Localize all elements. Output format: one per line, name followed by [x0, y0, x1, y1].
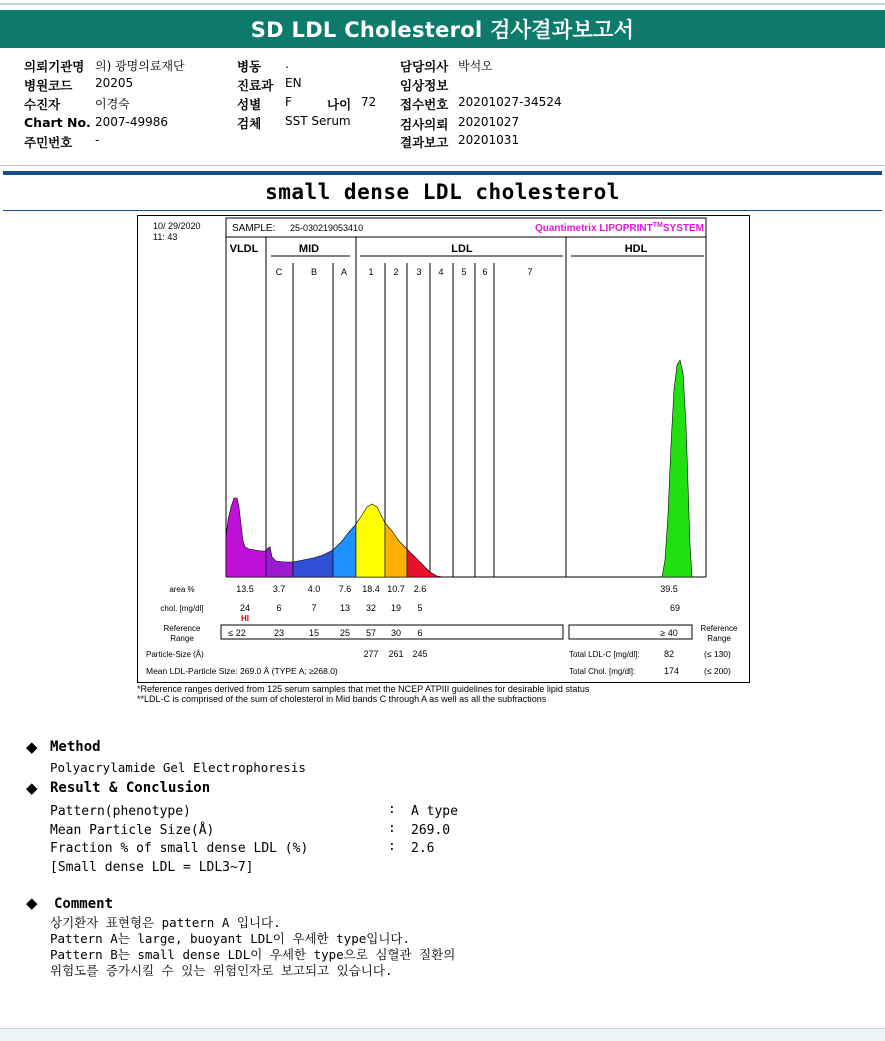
receipt-no-label: 접수번호	[400, 97, 449, 112]
ldl-sub-5: 5	[461, 267, 467, 277]
chol-hdl: 69	[669, 603, 681, 613]
diamond-bullet-icon: ◆	[26, 894, 38, 912]
ref-ldl-3: 6	[417, 628, 423, 638]
chol-ldl-2: 19	[390, 603, 402, 613]
age-label: 나이	[327, 97, 352, 112]
chol-mid-b: 7	[311, 603, 317, 613]
chol-hi-flag: HI	[241, 614, 249, 623]
ldl-sub-3: 3	[416, 267, 422, 277]
mid-sub-a: A	[340, 267, 348, 277]
ref-label-line1: Reference	[163, 624, 201, 633]
resident-no-label: 주민번호	[24, 135, 73, 150]
band-mid: MID	[298, 243, 320, 255]
clinical-info-label: 임상정보	[400, 78, 449, 93]
chart-time: 11: 43	[153, 232, 178, 242]
result-size-sep: :	[388, 821, 396, 836]
method-heading: Method	[50, 739, 101, 755]
mid-sub-c: C	[275, 267, 283, 277]
doctor-label: 담당의사	[400, 59, 449, 74]
area-label: area %	[169, 585, 195, 594]
institution-value: 의) 광명의료재단	[95, 59, 185, 73]
lipoprint-svg	[137, 215, 750, 683]
total-ldl-value: 82	[664, 649, 675, 659]
method-text: Polyacrylamide Gel Electrophoresis	[50, 760, 306, 775]
ward-label: 병동	[237, 59, 262, 74]
divider	[3, 210, 882, 211]
request-label: 검사의뢰	[400, 117, 449, 132]
diamond-bullet-icon: ◆	[26, 779, 38, 797]
ref-ldl-2: 30	[390, 628, 402, 638]
comment-line-1: 상기환자 표현형은 pattern A 입니다.	[50, 915, 281, 930]
ref-right-line2: Range	[707, 634, 731, 643]
result-fraction-sep: :	[388, 839, 396, 854]
hospital-code-value: 20205	[95, 76, 134, 90]
total-chol-label: Total Chol. [mg/dl]:	[569, 667, 636, 676]
top-border	[0, 3, 885, 5]
chol-mid-a: 13	[339, 603, 351, 613]
ldl-sub-4: 4	[438, 267, 444, 277]
dept-value: EN	[285, 76, 302, 90]
total-ldl-label: Total LDL-C [mg/dl]:	[569, 650, 640, 659]
comment-line-4: 위험도를 증가시킬 수 있는 위험인자로 보고되고 있습니다.	[50, 963, 393, 978]
patient-label: 수진자	[24, 97, 61, 112]
ldl-sub-2: 2	[393, 267, 399, 277]
result-fraction-label: Fraction % of small dense LDL (%)	[50, 841, 309, 856]
brand-logo: Quantimetrix LIPOPRINT™SYSTEM	[534, 222, 704, 234]
report-label: 결과보고	[400, 135, 449, 150]
result-size-label: Mean Particle Size(Å)	[50, 823, 215, 838]
section-title: small dense LDL cholesterol	[265, 180, 620, 204]
diamond-bullet-icon: ◆	[26, 738, 38, 756]
result-pattern-value: A type	[411, 804, 458, 819]
comment-line-2: Pattern A는 large, buoyant LDL이 우세한 type입니다.	[50, 931, 410, 946]
chart-no-value: 2007-49986	[95, 115, 169, 129]
patient-value: 이경숙	[95, 97, 130, 111]
area-mid-c: 3.7	[272, 584, 286, 594]
patient-info-block	[0, 50, 885, 162]
chol-ldl-3: 5	[417, 603, 423, 613]
footnote-2: **LDL-C is comprised of the sum of cholesterol in Mid bands C through A as well as all the subfractions	[137, 694, 547, 704]
ldl-sub-1: 1	[368, 267, 374, 277]
report-title: SD LDL Cholesterol 검사결과보고서	[0, 10, 885, 48]
result-size-value: 269.0	[411, 823, 451, 838]
particle-sizes	[363, 649, 427, 659]
lipoprint-chart	[137, 215, 750, 683]
request-date-value: 20201027	[458, 115, 520, 129]
chart-no-label: Chart No.	[24, 115, 91, 130]
area-ldl-2: 10.7	[387, 584, 405, 594]
area-mid-b: 4.0	[307, 584, 321, 594]
area-hdl: 39.5	[660, 584, 678, 594]
band-vldl: VLDL	[229, 243, 259, 255]
comment-heading: Comment	[54, 896, 114, 912]
area-vldl: 13.5	[236, 584, 254, 594]
dept-label: 진료과	[237, 78, 274, 93]
ref-vldl: ≤ 22	[228, 628, 246, 638]
area-ldl-1: 18.4	[362, 584, 380, 594]
ref-mid-b: 15	[308, 628, 320, 638]
receipt-no-value: 20201027-34524	[458, 95, 562, 109]
sample-label: SAMPLE:	[232, 223, 276, 234]
sex-label: 성별	[237, 97, 262, 112]
ref-mid-a: 25	[339, 628, 351, 638]
particle-size-ldl-3: 245	[412, 649, 428, 659]
ref-label-line2: Range	[170, 634, 194, 643]
hospital-code-label: 병원코드	[24, 78, 73, 93]
comment-line-3: Pattern B는 small dense LDL이 우세한 type으로 심혈관 질환의	[50, 947, 456, 962]
band-hdl: HDL	[624, 243, 648, 255]
ref-right-line1: Reference	[700, 624, 738, 633]
result-heading: Result & Conclusion	[50, 780, 211, 796]
total-ldl-ref: (≤ 130)	[704, 649, 731, 659]
chol-mid-c: 6	[276, 603, 282, 613]
sex-value: F	[285, 95, 292, 109]
specimen-value: SST Serum	[285, 114, 351, 128]
specimen-label: 검체	[237, 116, 262, 131]
total-chol-value: 174	[664, 666, 680, 676]
ward-value: .	[285, 57, 289, 71]
divider-thick	[3, 171, 882, 175]
total-chol-ref: (≤ 200)	[704, 666, 731, 676]
chol-ldl-1: 32	[365, 603, 377, 613]
result-pattern-sep: :	[388, 802, 396, 817]
chol-vldl: 24	[239, 603, 251, 613]
chart-frame	[138, 216, 750, 683]
mean-size-text: Mean LDL-Particle Size: 269.0 Å (TYPE A; ≥268.0)	[146, 666, 338, 676]
sample-id: 25-030219053410	[290, 223, 364, 233]
particle-size-ldl-1: 277	[363, 649, 379, 659]
band-ldl: LDL	[451, 243, 473, 255]
result-note: [Small dense LDL = LDL3~7]	[50, 860, 254, 875]
footnote-1: *Reference ranges derived from 125 serum samples that met the NCEP ATPIII guidelines for desirable lipid status	[137, 684, 590, 694]
particle-size-ldl-2: 261	[388, 649, 404, 659]
ldl-sub-7: 7	[527, 267, 533, 277]
area-ldl-3: 2.6	[413, 584, 427, 594]
report-date-value: 20201031	[458, 133, 520, 147]
age-value: 72	[361, 95, 377, 109]
divider	[0, 165, 885, 166]
ref-hdl: ≥ 40	[660, 628, 678, 638]
chart-date: 10/ 29/2020	[153, 221, 201, 231]
doctor-value: 박석오	[458, 59, 493, 73]
chol-label: chol. [mg/dl]	[160, 604, 204, 613]
result-pattern-label: Pattern(phenotype)	[50, 804, 191, 819]
ref-ldl-1: 57	[365, 628, 377, 638]
ref-mid-c: 23	[273, 628, 285, 638]
particle-size-label: Particle-Size (Å)	[146, 650, 204, 659]
institution-label: 의뢰기관명	[24, 59, 85, 74]
bottom-bar	[0, 1028, 885, 1041]
result-fraction-value: 2.6	[411, 841, 435, 856]
ldl-sub-6: 6	[482, 267, 488, 277]
mid-sub-b: B	[310, 267, 318, 277]
area-mid-a: 7.6	[338, 584, 352, 594]
resident-no-value: -	[95, 133, 100, 147]
